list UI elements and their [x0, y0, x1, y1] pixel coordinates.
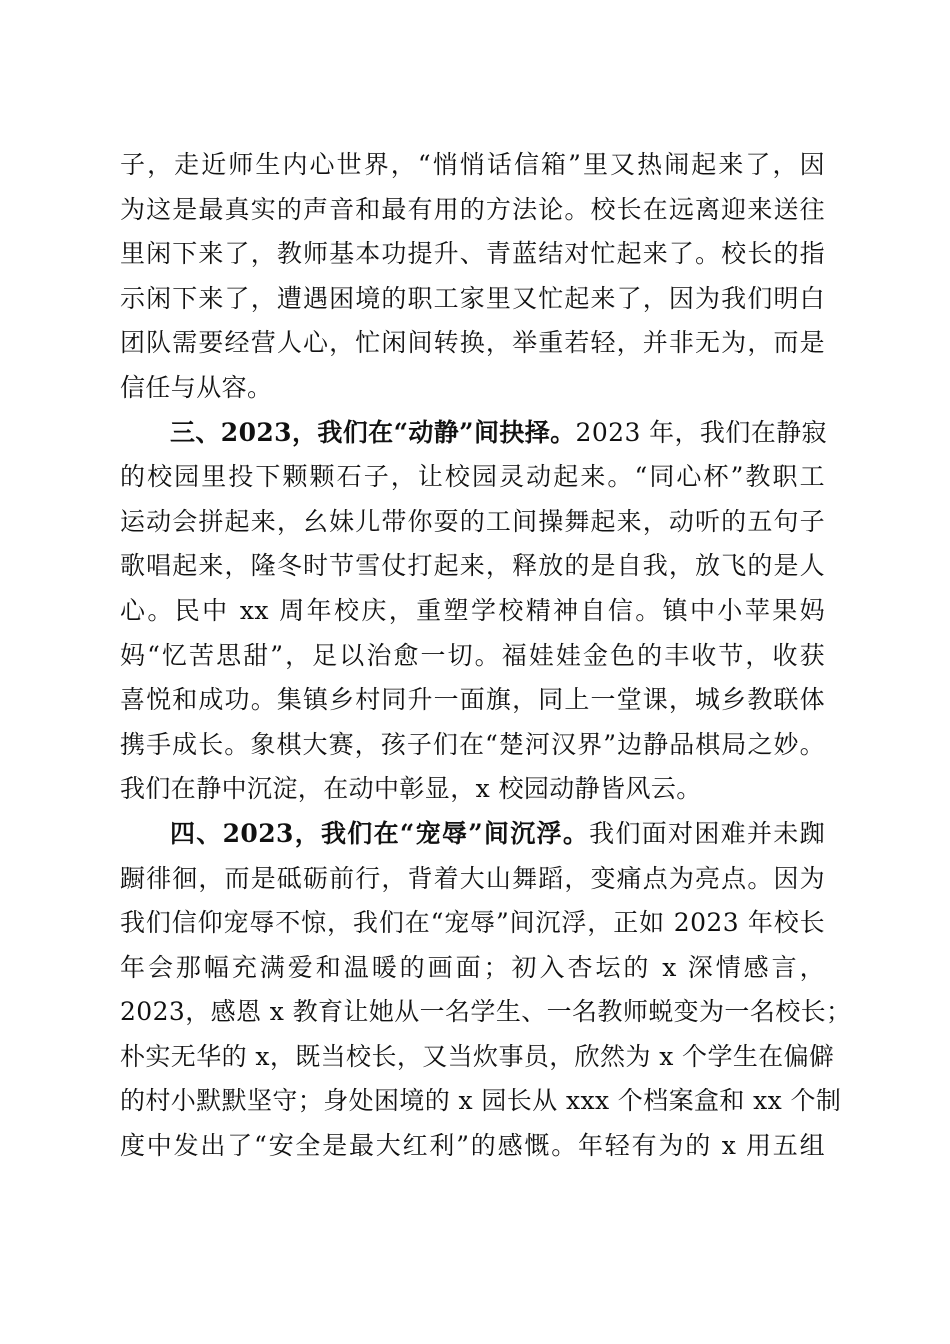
paragraph-line: 妈“忆苦思甜”，足以治愈一切。福娃娃金色的丰收节，收获 — [120, 640, 825, 670]
paragraph-line: 运动会拼起来，幺妹儿带你耍的工间操舞起来，动听的五句子 — [120, 506, 825, 536]
paragraph-line: 年会那幅充满爱和温暖的画面；初入杏坛的 x 深情感言， — [120, 952, 825, 982]
paragraph-line: 里闲下来了，教师基本功提升、青蓝结对忙起来了。校长的指 — [120, 239, 825, 269]
section-four-first-line-text: 我们面对困难并未踟 — [589, 818, 825, 848]
section-three-first-line-text: 2023 年，我们在静寂 — [575, 417, 827, 447]
paragraph-line: 度中发出了“安全是最大红利”的感慨。年轻有为的 x 用五组 — [120, 1131, 825, 1161]
paragraph-line: 朴实无华的 x，既当校长，又当炊事员，欣然为 x 个学生在偏僻 — [120, 1041, 835, 1071]
paragraph-line: 歌唱起来，隆冬时节雪仗打起来，释放的是自我，放飞的是人 — [120, 551, 825, 581]
paragraph-line: 团队需要经营人心，忙闲间转换，举重若轻，并非无为，而是 — [120, 328, 825, 358]
paragraph-line: 我们信仰宠辱不惊，我们在“宠辱”间沉浮，正如 2023 年校长 — [120, 908, 825, 938]
paragraph-line: 心。民中 xx 周年校庆，重塑学校精神自信。镇中小苹果妈 — [120, 595, 825, 625]
paragraph-line: 喜悦和成功。集镇乡村同升一面旗，同上一堂课，城乡教联体 — [120, 685, 825, 715]
paragraph-line: 为这是最真实的声音和最有用的方法论。校长在远离迎来送往 — [120, 194, 825, 224]
paragraph-line: 我们在静中沉淀，在动中彰显，x 校园动静皆风云。 — [120, 774, 702, 804]
section-four-heading: 四、2023，我们在“宠辱”间沉浮。 — [170, 818, 590, 848]
paragraph-line: 2023，感恩 x 教育让她从一名学生、一名教师蜕变为一名校长； — [120, 997, 852, 1027]
paragraph-line: 蹰徘徊，而是砥砺前行，背着大山舞蹈，变痛点为亮点。因为 — [120, 863, 825, 893]
paragraph-line: 信任与从容。 — [120, 372, 273, 402]
section-four-first-line — [120, 812, 825, 857]
paragraph-line: 携手成长。象棋大赛，孩子们在“楚河汉界”边静品棋局之妙。 — [120, 729, 825, 759]
section-three-first-line — [120, 411, 825, 456]
document-body — [120, 143, 852, 1169]
section-three-heading: 三、2023，我们在“动静”间抉择。 — [170, 417, 576, 447]
paragraph-line: 示闲下来了，遭遇困境的职工家里又忙起来了，因为我们明白 — [120, 283, 825, 313]
paragraph-line: 的村小默默坚守；身处困境的 x 园长从 xxx 个档案盒和 xx 个制 — [120, 1086, 842, 1116]
paragraph-line: 子，走近师生内心世界，“悄悄话信箱”里又热闹起来了，因 — [120, 150, 825, 179]
paragraph-line: 的校园里投下颗颗石子，让校园灵动起来。“同心杯”教职工 — [120, 462, 825, 492]
